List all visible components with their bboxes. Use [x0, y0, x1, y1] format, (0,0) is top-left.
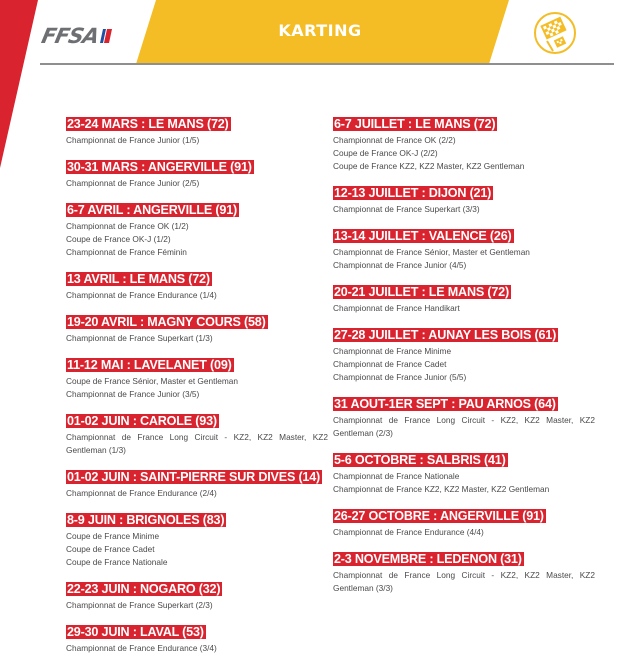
event-title: 2-3 NOVEMBRE : LEDENON (31): [334, 552, 522, 566]
calendar-column-left: [66, 113, 328, 664]
ffsa-logo: [39, 24, 112, 48]
event-detail: Coupe de France OK-J (2/2): [333, 148, 438, 158]
event-detail: Championnat de France Junior (3/5): [66, 389, 200, 399]
event-detail: Championnat de France Junior (2/5): [66, 178, 200, 188]
event-detail: Championnat de France Minime: [333, 346, 452, 356]
event-detail: Championnat de France Long Circuit - KZ2, KZ2 Master, KZ2 Gentleman (3/3): [333, 570, 595, 593]
event-title: 6-7 AVRIL : ANGERVILLE (91): [67, 203, 238, 217]
event-detail: Championnat de France KZ2, KZ2 Master, KZ2 Gentleman: [333, 484, 550, 494]
event-title: 12-13 JUILLET : DIJON (21): [334, 186, 492, 200]
event-detail: Coupe de France Cadet: [66, 544, 155, 554]
event-title: 01-02 JUIN : CAROLE (93): [67, 414, 217, 428]
event-item: [66, 578, 328, 612]
event-item: [66, 354, 328, 401]
event-detail: Championnat de France Long Circuit - KZ2, KZ2 Master, KZ2 Gentleman (1/3): [66, 432, 328, 455]
event-detail: Championnat de France Féminin: [66, 247, 187, 257]
event-title: 23-24 MARS : LE MANS (72): [67, 117, 229, 131]
event-item: [66, 410, 328, 457]
event-detail: Championnat de France Sénior, Master et Gentleman: [333, 247, 530, 257]
event-detail: Championnat de France Junior (4/5): [333, 260, 467, 270]
event-item: [333, 182, 595, 216]
event-title: 11-12 MAI : LAVELANET (09): [67, 358, 232, 372]
event-item: [66, 199, 328, 259]
event-item: [333, 449, 595, 496]
event-detail: Championnat de France Endurance (2/4): [66, 488, 217, 498]
page-title: KARTING: [278, 21, 362, 40]
event-detail: Championnat de France Handikart: [333, 303, 460, 313]
event-title: 01-02 JUIN : SAINT-PIERRE SUR DIVES (14): [67, 470, 321, 484]
event-detail: Championnat de France Endurance (4/4): [333, 527, 484, 537]
event-detail: Coupe de France Sénior, Master et Gentleman: [66, 376, 239, 386]
calendar-column-right: [333, 113, 595, 604]
event-title: 13-14 JUILLET : VALENCE (26): [334, 229, 512, 243]
event-detail: Coupe de France Nationale: [66, 557, 168, 567]
event-item: [333, 548, 595, 595]
event-title: 6-7 JUILLET : LE MANS (72): [334, 117, 496, 131]
event-title: 26-27 OCTOBRE : ANGERVILLE (91): [334, 509, 544, 523]
event-title: 5-6 OCTOBRE : SALBRIS (41): [334, 453, 506, 467]
event-detail: Championnat de France Nationale: [333, 471, 460, 481]
event-detail: Coupe de France KZ2, KZ2 Master, KZ2 Gentleman: [333, 161, 525, 171]
event-detail: Championnat de France Junior (5/5): [333, 372, 467, 382]
event-item: [66, 268, 328, 302]
event-title: 19-20 AVRIL : MAGNY COURS (58): [67, 315, 266, 329]
event-item: [333, 505, 595, 539]
event-detail: Championnat de France Superkart (2/3): [66, 600, 213, 610]
event-item: [333, 113, 595, 173]
event-item: [333, 225, 595, 272]
event-title: 27-28 JUILLET : AUNAY LES BOIS (61): [334, 328, 557, 342]
event-title: 8-9 JUIN : BRIGNOLES (83): [67, 513, 225, 527]
event-title: 22-23 JUIN : NOGARO (32): [67, 582, 221, 596]
event-item: [66, 113, 328, 147]
event-detail: Championnat de France Endurance (1/4): [66, 290, 217, 300]
header-divider: [40, 63, 614, 65]
event-title: 20-21 JUILLET : LE MANS (72): [334, 285, 509, 299]
event-detail: Championnat de France OK (2/2): [333, 135, 456, 145]
event-item: [333, 281, 595, 315]
event-item: [66, 466, 328, 500]
event-item: [66, 156, 328, 190]
logo-text: FFSA: [39, 24, 101, 48]
event-title: 30-31 MARS : ANGERVILLE (91): [67, 160, 252, 174]
event-detail: Championnat de France Long Circuit - KZ2, KZ2 Master, KZ2 Gentleman (2/3): [333, 415, 595, 438]
event-title: 31 AOUT-1ER SEPT : PAU ARNOS (64): [334, 397, 556, 411]
event-item: [333, 324, 595, 384]
event-detail: Coupe de France Minime: [66, 531, 160, 541]
event-detail: Championnat de France Junior (1/5): [66, 135, 200, 145]
event-item: [66, 621, 328, 655]
event-item: [66, 509, 328, 569]
checkered-flags-icon: [533, 11, 577, 55]
event-detail: Championnat de France Endurance (3/4): [66, 643, 217, 653]
french-flag-icon: [100, 29, 112, 43]
event-item: [333, 393, 595, 440]
event-title: 13 AVRIL : LE MANS (72): [67, 272, 210, 286]
event-detail: Championnat de France Superkart (1/3): [66, 333, 213, 343]
event-item: [66, 311, 328, 345]
event-title: 29-30 JUIN : LAVAL (53): [67, 625, 204, 639]
event-detail: Coupe de France OK-J (1/2): [66, 234, 171, 244]
event-detail: Championnat de France Superkart (3/3): [333, 204, 480, 214]
event-detail: Championnat de France Cadet: [333, 359, 447, 369]
event-detail: Championnat de France OK (1/2): [66, 221, 189, 231]
